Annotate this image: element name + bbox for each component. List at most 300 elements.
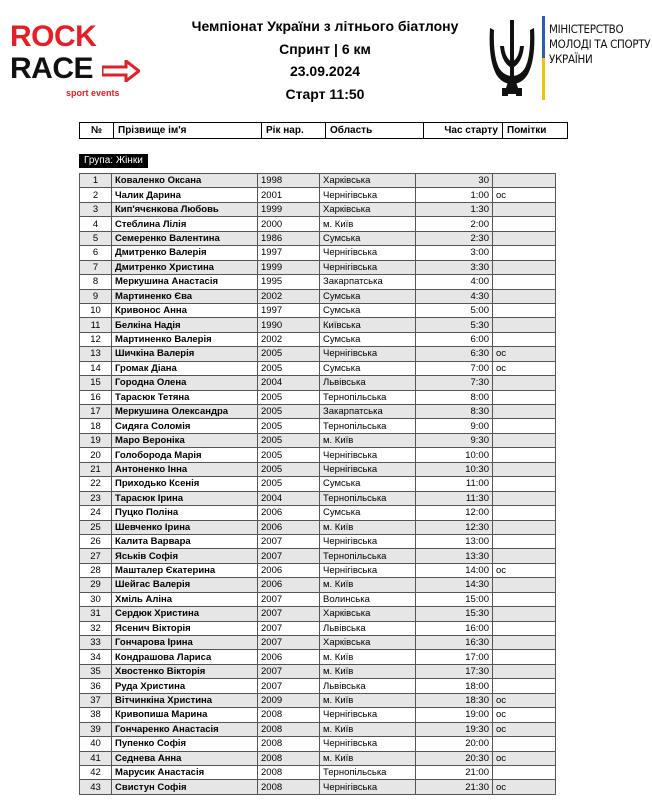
birth-year: 2008 xyxy=(258,722,320,736)
row-number: 30 xyxy=(80,592,112,606)
athlete-name: Коваленко Оксана xyxy=(112,174,258,188)
region: Чернігівська xyxy=(320,780,416,794)
birth-year: 2005 xyxy=(258,405,320,419)
athlete-name: Кривонос Анна xyxy=(112,303,258,317)
note xyxy=(493,607,556,621)
athlete-name: Белкіна Надія xyxy=(112,318,258,332)
region: м. Київ xyxy=(320,722,416,736)
start-offset: 19:00 xyxy=(416,708,493,722)
region: Чернігівська xyxy=(320,188,416,202)
table-row xyxy=(80,303,556,317)
athlete-name: Громак Діана xyxy=(112,361,258,375)
row-number: 10 xyxy=(80,303,112,317)
birth-year: 2005 xyxy=(258,419,320,433)
region: Харківська xyxy=(320,202,416,216)
birth-year: 2007 xyxy=(258,636,320,650)
region: Чернігівська xyxy=(320,534,416,548)
col-num: № xyxy=(80,123,114,139)
table-row xyxy=(80,708,556,722)
region: м. Київ xyxy=(320,650,416,664)
athlete-name: Сидяга Соломія xyxy=(112,419,258,433)
birth-year: 2007 xyxy=(258,664,320,678)
start-offset: 19:30 xyxy=(416,722,493,736)
athlete-name: Стеблина Лілія xyxy=(112,217,258,231)
table-row xyxy=(80,332,556,346)
row-number: 40 xyxy=(80,737,112,751)
start-offset: 30 xyxy=(416,174,493,188)
region: Львівська xyxy=(320,621,416,635)
athlete-name: Тарасюк Тетяна xyxy=(112,390,258,404)
birth-year: 2008 xyxy=(258,708,320,722)
note: ос xyxy=(493,563,556,577)
start-offset: 21:00 xyxy=(416,765,493,779)
region: Тернопільська xyxy=(320,419,416,433)
start-offset: 7:30 xyxy=(416,376,493,390)
group-label: Група: Жінки xyxy=(79,154,148,168)
birth-year: 2005 xyxy=(258,433,320,447)
athlete-name: Гончаренко Анастасія xyxy=(112,722,258,736)
row-number: 28 xyxy=(80,563,112,577)
start-offset: 4:00 xyxy=(416,275,493,289)
col-notes: Помітки xyxy=(503,123,568,139)
start-offset: 10:00 xyxy=(416,448,493,462)
birth-year: 2006 xyxy=(258,520,320,534)
row-number: 32 xyxy=(80,621,112,635)
note xyxy=(493,578,556,592)
table-row xyxy=(80,679,556,693)
start-offset: 6:00 xyxy=(416,332,493,346)
athlete-name: Тарасюк Ірина xyxy=(112,491,258,505)
table-row xyxy=(80,636,556,650)
birth-year: 2006 xyxy=(258,506,320,520)
logo-subtitle: sport events xyxy=(66,88,120,98)
birth-year: 2007 xyxy=(258,679,320,693)
athlete-name: Меркушина Анастасія xyxy=(112,275,258,289)
start-offset: 15:30 xyxy=(416,607,493,621)
table-row xyxy=(80,405,556,419)
region: Чернігівська xyxy=(320,448,416,462)
row-number: 18 xyxy=(80,419,112,433)
note xyxy=(493,419,556,433)
note xyxy=(493,433,556,447)
row-number: 23 xyxy=(80,491,112,505)
start-offset: 5:00 xyxy=(416,303,493,317)
start-offset: 3:30 xyxy=(416,260,493,274)
region: Харківська xyxy=(320,636,416,650)
table-row xyxy=(80,477,556,491)
logo-rock-text: ROCK xyxy=(10,20,97,53)
region: Харківська xyxy=(320,607,416,621)
row-number: 42 xyxy=(80,765,112,779)
region: Чернігівська xyxy=(320,246,416,260)
row-number: 2 xyxy=(80,188,112,202)
row-number: 16 xyxy=(80,390,112,404)
start-offset: 16:00 xyxy=(416,621,493,635)
region: Чернігівська xyxy=(320,563,416,577)
row-number: 41 xyxy=(80,751,112,765)
birth-year: 1990 xyxy=(258,318,320,332)
row-number: 15 xyxy=(80,376,112,390)
note xyxy=(493,636,556,650)
note: ос xyxy=(493,722,556,736)
table-row xyxy=(80,607,556,621)
region: Волинська xyxy=(320,592,416,606)
note xyxy=(493,376,556,390)
table-row xyxy=(80,506,556,520)
region: м. Київ xyxy=(320,664,416,678)
region: Сумська xyxy=(320,289,416,303)
row-number: 24 xyxy=(80,506,112,520)
ministry-line-3: УКРАЇНИ xyxy=(549,52,593,66)
start-offset: 13:30 xyxy=(416,549,493,563)
athlete-name: Пуцко Поліна xyxy=(112,506,258,520)
row-number: 25 xyxy=(80,520,112,534)
start-offset: 13:00 xyxy=(416,534,493,548)
row-number: 39 xyxy=(80,722,112,736)
col-year: Рік нар. xyxy=(262,123,326,139)
note xyxy=(493,275,556,289)
row-number: 12 xyxy=(80,332,112,346)
note xyxy=(493,491,556,505)
table-row xyxy=(80,260,556,274)
table-row xyxy=(80,737,556,751)
region: Чернігівська xyxy=(320,260,416,274)
region: Чернігівська xyxy=(320,708,416,722)
row-number: 7 xyxy=(80,260,112,274)
region: Закарпатська xyxy=(320,275,416,289)
start-offset: 15:00 xyxy=(416,592,493,606)
region: Київська xyxy=(320,318,416,332)
region: Сумська xyxy=(320,477,416,491)
note xyxy=(493,318,556,332)
start-offset: 11:30 xyxy=(416,491,493,505)
table-row xyxy=(80,650,556,664)
athlete-name: Дмитренко Валерія xyxy=(112,246,258,260)
table-row xyxy=(80,433,556,447)
note: ос xyxy=(493,693,556,707)
athlete-name: Мартиненко Єва xyxy=(112,289,258,303)
row-number: 36 xyxy=(80,679,112,693)
row-number: 6 xyxy=(80,246,112,260)
row-number: 8 xyxy=(80,275,112,289)
table-row xyxy=(80,376,556,390)
birth-year: 2007 xyxy=(258,621,320,635)
start-offset: 1:00 xyxy=(416,188,493,202)
note xyxy=(493,332,556,346)
birth-year: 1997 xyxy=(258,246,320,260)
region: Закарпатська xyxy=(320,405,416,419)
table-row xyxy=(80,693,556,707)
note xyxy=(493,303,556,317)
note xyxy=(493,462,556,476)
start-offset: 9:30 xyxy=(416,433,493,447)
athlete-name: Шейгас Валерія xyxy=(112,578,258,592)
row-number: 5 xyxy=(80,231,112,245)
birth-year: 2002 xyxy=(258,289,320,303)
row-number: 21 xyxy=(80,462,112,476)
table-row xyxy=(80,563,556,577)
table-row xyxy=(80,448,556,462)
table-row xyxy=(80,491,556,505)
region: Львівська xyxy=(320,376,416,390)
athlete-name: Хміль Аліна xyxy=(112,592,258,606)
athlete-name: Приходько Ксенія xyxy=(112,477,258,491)
table-row xyxy=(80,361,556,375)
table-row xyxy=(80,347,556,361)
start-time: Старт 11:50 xyxy=(285,86,365,102)
athlete-name: Яськів Софія xyxy=(112,549,258,563)
athlete-name: Руда Христина xyxy=(112,679,258,693)
start-offset: 20:00 xyxy=(416,737,493,751)
region: Чернігівська xyxy=(320,462,416,476)
region: м. Київ xyxy=(320,217,416,231)
region: Сумська xyxy=(320,231,416,245)
row-number: 33 xyxy=(80,636,112,650)
table-row xyxy=(80,549,556,563)
note xyxy=(493,520,556,534)
row-number: 38 xyxy=(80,708,112,722)
row-number: 22 xyxy=(80,477,112,491)
row-number: 20 xyxy=(80,448,112,462)
note xyxy=(493,448,556,462)
table-row xyxy=(80,780,556,794)
start-offset: 11:00 xyxy=(416,477,493,491)
row-number: 17 xyxy=(80,405,112,419)
athlete-name: Машталер Єкатерина xyxy=(112,563,258,577)
birth-year: 2007 xyxy=(258,592,320,606)
region: Харківська xyxy=(320,174,416,188)
start-offset: 8:00 xyxy=(416,390,493,404)
region: Сумська xyxy=(320,361,416,375)
athlete-name: Семеренко Валентина xyxy=(112,231,258,245)
birth-year: 2000 xyxy=(258,217,320,231)
column-header xyxy=(79,122,568,139)
athlete-name: Маро Вероніка xyxy=(112,433,258,447)
note: ос xyxy=(493,708,556,722)
birth-year: 2005 xyxy=(258,448,320,462)
athlete-name: Седнева Анна xyxy=(112,751,258,765)
start-offset: 1:30 xyxy=(416,202,493,216)
logo-race-text: RACE xyxy=(10,52,94,85)
note xyxy=(493,231,556,245)
birth-year: 2005 xyxy=(258,477,320,491)
note xyxy=(493,549,556,563)
trident-icon xyxy=(486,18,538,98)
note xyxy=(493,217,556,231)
start-offset: 12:00 xyxy=(416,506,493,520)
start-offset: 18:00 xyxy=(416,679,493,693)
col-name: Прізвище ім'я xyxy=(114,123,262,139)
birth-year: 2006 xyxy=(258,563,320,577)
table-row xyxy=(80,534,556,548)
birth-year: 2007 xyxy=(258,549,320,563)
athlete-name: Хвостенко Вікторія xyxy=(112,664,258,678)
table-row xyxy=(80,289,556,303)
region: Чернігівська xyxy=(320,347,416,361)
row-number: 34 xyxy=(80,650,112,664)
event-date: 23.09.2024 xyxy=(289,63,361,79)
table-row xyxy=(80,722,556,736)
start-offset: 3:00 xyxy=(416,246,493,260)
row-number: 9 xyxy=(80,289,112,303)
start-offset: 12:30 xyxy=(416,520,493,534)
row-number: 4 xyxy=(80,217,112,231)
col-region: Область xyxy=(326,123,424,139)
athlete-name: Вітчинкіна Христина xyxy=(112,693,258,707)
note: ос xyxy=(493,188,556,202)
athlete-name: Мартиненко Валерія xyxy=(112,332,258,346)
region: Сумська xyxy=(320,332,416,346)
birth-year: 2005 xyxy=(258,361,320,375)
table-row xyxy=(80,231,556,245)
row-number: 43 xyxy=(80,780,112,794)
table-row xyxy=(80,246,556,260)
row-number: 37 xyxy=(80,693,112,707)
birth-year: 1986 xyxy=(258,231,320,245)
start-offset: 2:30 xyxy=(416,231,493,245)
start-offset: 6:30 xyxy=(416,347,493,361)
ministry-line-2: МОЛОДІ ТА СПОРТУ xyxy=(549,37,651,51)
birth-year: 2009 xyxy=(258,693,320,707)
table-row xyxy=(80,751,556,765)
row-number: 26 xyxy=(80,534,112,548)
row-number: 14 xyxy=(80,361,112,375)
birth-year: 2005 xyxy=(258,462,320,476)
athlete-name: Ясенич Вікторія xyxy=(112,621,258,635)
note xyxy=(493,534,556,548)
region: м. Київ xyxy=(320,578,416,592)
table-row xyxy=(80,664,556,678)
birth-year: 2004 xyxy=(258,491,320,505)
region: м. Київ xyxy=(320,751,416,765)
col-start-time: Час старту xyxy=(424,123,503,139)
start-list-table xyxy=(79,173,556,795)
championship-title: Чемпіонат України з літнього біатлону xyxy=(191,18,459,34)
start-offset: 17:00 xyxy=(416,650,493,664)
note xyxy=(493,289,556,303)
region: Чернігівська xyxy=(320,737,416,751)
note xyxy=(493,679,556,693)
birth-year: 1995 xyxy=(258,275,320,289)
start-offset: 7:00 xyxy=(416,361,493,375)
athlete-name: Городна Олена xyxy=(112,376,258,390)
athlete-name: Кондрашова Лариса xyxy=(112,650,258,664)
row-number: 19 xyxy=(80,433,112,447)
birth-year: 2006 xyxy=(258,650,320,664)
region: м. Київ xyxy=(320,433,416,447)
birth-year: 1997 xyxy=(258,303,320,317)
ministry-line-1: МІНІСТЕРСТВО xyxy=(549,22,624,36)
event-name: Спринт | 6 км xyxy=(279,41,371,57)
note: ос xyxy=(493,751,556,765)
note: ос xyxy=(493,361,556,375)
note xyxy=(493,506,556,520)
athlete-name: Меркушина Олександра xyxy=(112,405,258,419)
note: ос xyxy=(493,780,556,794)
note xyxy=(493,405,556,419)
note xyxy=(493,765,556,779)
flag-stripe xyxy=(542,16,545,100)
region: Тернопільська xyxy=(320,765,416,779)
birth-year: 2008 xyxy=(258,737,320,751)
start-offset: 16:30 xyxy=(416,636,493,650)
athlete-name: Пупенко Софія xyxy=(112,737,258,751)
birth-year: 1999 xyxy=(258,260,320,274)
note xyxy=(493,592,556,606)
table-row xyxy=(80,275,556,289)
start-offset: 2:00 xyxy=(416,217,493,231)
start-offset: 21:30 xyxy=(416,780,493,794)
table-row xyxy=(80,202,556,216)
birth-year: 2007 xyxy=(258,607,320,621)
table-row xyxy=(80,390,556,404)
table-row xyxy=(80,419,556,433)
note xyxy=(493,260,556,274)
birth-year: 2008 xyxy=(258,751,320,765)
athlete-name: Антоненко Інна xyxy=(112,462,258,476)
athlete-name: Сердюк Христина xyxy=(112,607,258,621)
note xyxy=(493,664,556,678)
birth-year: 2002 xyxy=(258,332,320,346)
birth-year: 2008 xyxy=(258,765,320,779)
start-offset: 14:00 xyxy=(416,563,493,577)
athlete-name: Шевченко Ірина xyxy=(112,520,258,534)
note xyxy=(493,390,556,404)
start-offset: 17:30 xyxy=(416,664,493,678)
region: Тернопільська xyxy=(320,390,416,404)
table-row xyxy=(80,217,556,231)
athlete-name: Гончарова Ірина xyxy=(112,636,258,650)
row-number: 11 xyxy=(80,318,112,332)
table-row xyxy=(80,174,556,188)
athlete-name: Калита Варвара xyxy=(112,534,258,548)
table-row xyxy=(80,462,556,476)
table-row xyxy=(80,765,556,779)
row-number: 29 xyxy=(80,578,112,592)
birth-year: 2007 xyxy=(258,534,320,548)
region: м. Київ xyxy=(320,693,416,707)
table-row xyxy=(80,318,556,332)
start-offset: 4:30 xyxy=(416,289,493,303)
note xyxy=(493,202,556,216)
note xyxy=(493,737,556,751)
start-offset: 8:30 xyxy=(416,405,493,419)
logo-arrow-icon xyxy=(102,60,140,82)
row-number: 35 xyxy=(80,664,112,678)
start-offset: 20:30 xyxy=(416,751,493,765)
birth-year: 2005 xyxy=(258,390,320,404)
start-offset: 10:30 xyxy=(416,462,493,476)
region: Тернопільська xyxy=(320,549,416,563)
athlete-name: Шичкіна Валерія xyxy=(112,347,258,361)
region: Сумська xyxy=(320,303,416,317)
start-offset: 18:30 xyxy=(416,693,493,707)
athlete-name: Марусик Анастасія xyxy=(112,765,258,779)
row-number: 27 xyxy=(80,549,112,563)
row-number: 13 xyxy=(80,347,112,361)
birth-year: 2001 xyxy=(258,188,320,202)
row-number: 31 xyxy=(80,607,112,621)
athlete-name: Голобородa Марія xyxy=(112,448,258,462)
region: Львівська xyxy=(320,679,416,693)
rock-race-logo xyxy=(10,22,140,100)
athlete-name: Чалик Дарина xyxy=(112,188,258,202)
table-row xyxy=(80,621,556,635)
birth-year: 2004 xyxy=(258,376,320,390)
row-number: 3 xyxy=(80,202,112,216)
note: ос xyxy=(493,347,556,361)
athlete-name: Кривопиша Марина xyxy=(112,708,258,722)
